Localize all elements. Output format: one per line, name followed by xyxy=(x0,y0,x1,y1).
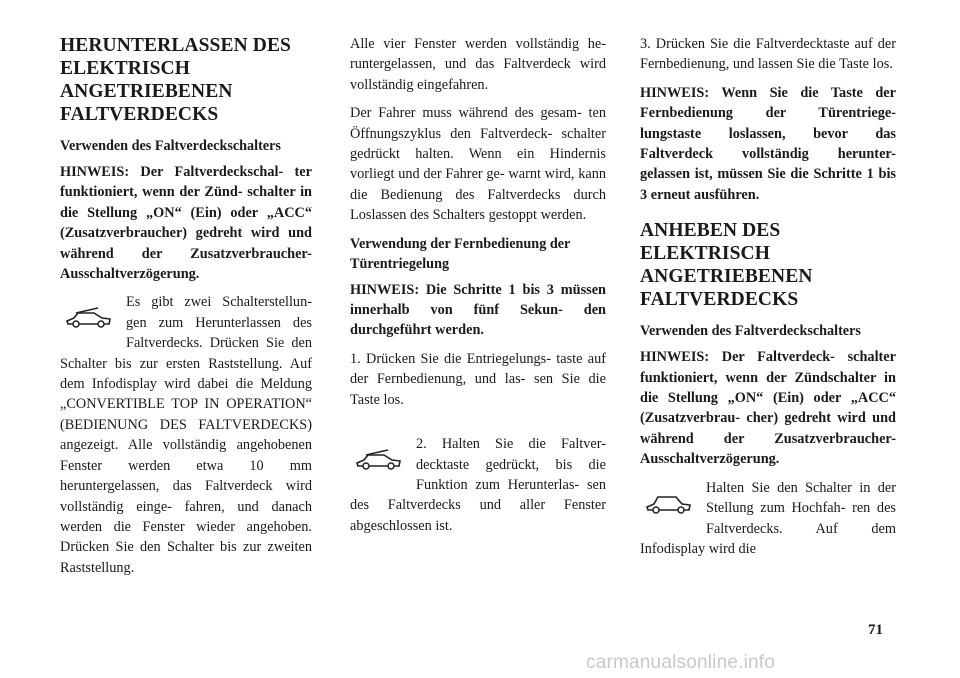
icon-paragraph-remote xyxy=(350,434,606,536)
watermark: carmanualsonline.info xyxy=(586,652,776,673)
convertible-top-up-icon xyxy=(640,486,706,524)
step-1: 1. Drücken Sie die Entriegelungs- taste auf der Fernbedienung, und las- sen Sie die Taste los. xyxy=(350,350,606,408)
step-3: 3. Drücken Sie die Faltverdecktaste auf der Fernbedienung, und lassen Sie die Taste los. xyxy=(640,36,896,73)
subheading-remote: Verwendung der Fernbedienung der Türentriegelung xyxy=(350,235,571,272)
convertible-top-remote-icon xyxy=(350,442,416,480)
section-heading-raise-top: ANHEBEN DES ELEKTRISCH ANGETRIEBENEN FALTVERDECKS xyxy=(640,220,813,311)
subheading-switch-raise: Verwenden des Faltverdeckschalters xyxy=(640,323,861,340)
note-switch-ignition: HINWEIS: Der Faltverdeckschal- ter funktioniert, wenn der Zünd- schalter in die Stellung „ON“ (Ein) oder „ACC“ (Zusatzverbraucher) gedreht wird und während der Zusatzverbraucher- Ausschaltverzögerung. xyxy=(60,164,312,283)
note-five-seconds: HINWEIS: Die Schritte 1 bis 3 müssen innerhalb von fünf Sekun- den durchgeführt werden. xyxy=(350,281,606,339)
section-heading-lower-top: HERUNTERLASSEN DES ELEKTRISCH ANGETRIEBENEN FALTVERDECKS xyxy=(60,35,291,125)
column-right xyxy=(640,34,896,567)
body-windows-down: Alle vier Fenster werden vollständig he- runtergelassen, und das Faltverdeck wird vollständig eingefahren. xyxy=(350,36,606,93)
body-driver-hold: Der Fahrer muss während des gesam- ten Öffnungszyklus den Faltverdeck- schalter gedrückt halten. Wenn ein Hindernis vorliegt und der Fahrer ge- warnt wird, kann die Bedienung des Faltverdecks durch Loslassen des Schalters gestoppt werden. xyxy=(350,105,606,224)
subheading-switch: Verwenden des Faltverdeckschalters xyxy=(60,138,281,154)
icon-paragraph-raise xyxy=(640,478,896,560)
page-number: 71 xyxy=(868,622,883,638)
body-top-up: Halten Sie den Schalter in der Stellung zum Hochfah- ren des Faltverdecks. Auf dem Infodisplay wird die xyxy=(640,479,896,557)
column-middle xyxy=(350,34,606,544)
column-left xyxy=(60,34,312,586)
body-top-down: Es gibt zwei Schalterstellun- gen zum Herunterlassen des Faltverdecks. Drücken Sie den Schalter bis zur ersten Raststellung. Auf dem Infodisplay wird dabei die Meldung „CONVERTIBLE TOP IN OPERATION“ (BEDIENUNG DES FALTVERDECKS) angezeigt. Alle vollständig angehobenen Fenster werden etwa 10 mm heruntergelassen, das Faltverdeck wird vollständig einge- fahren, und danach werden die Fenster wieder angehoben. Drücken Sie den Schalter bis zur zweiten Raststellung. xyxy=(60,294,312,576)
icon-paragraph xyxy=(60,292,312,578)
convertible-top-down-icon xyxy=(60,300,126,338)
step-2: 2. Halten Sie die Faltver- decktaste gedrückt, bis die Funktion zum Herunterlas- sen des Faltverdecks und aller Fenster abgeschlossen ist. xyxy=(350,436,606,534)
note-repeat-steps: HINWEIS: Wenn Sie die Taste der Fernbedienung der Türentriege- lungstaste loslassen, bevor das Faltverdeck vollständig herunter- gelassen ist, müssen Sie die Schritte 1 bis 3 erneut ausführen. xyxy=(640,84,896,203)
note-switch-ignition-raise: HINWEIS: Der Faltverdeck- schalter funktioniert, wenn der Zündschalter in die Stellung „ON“ (Ein) oder „ACC“ (Zusatzverbrau- cher) gedreht wird und während der Zusatzverbraucher- Ausschaltverzögerung. xyxy=(640,349,896,468)
